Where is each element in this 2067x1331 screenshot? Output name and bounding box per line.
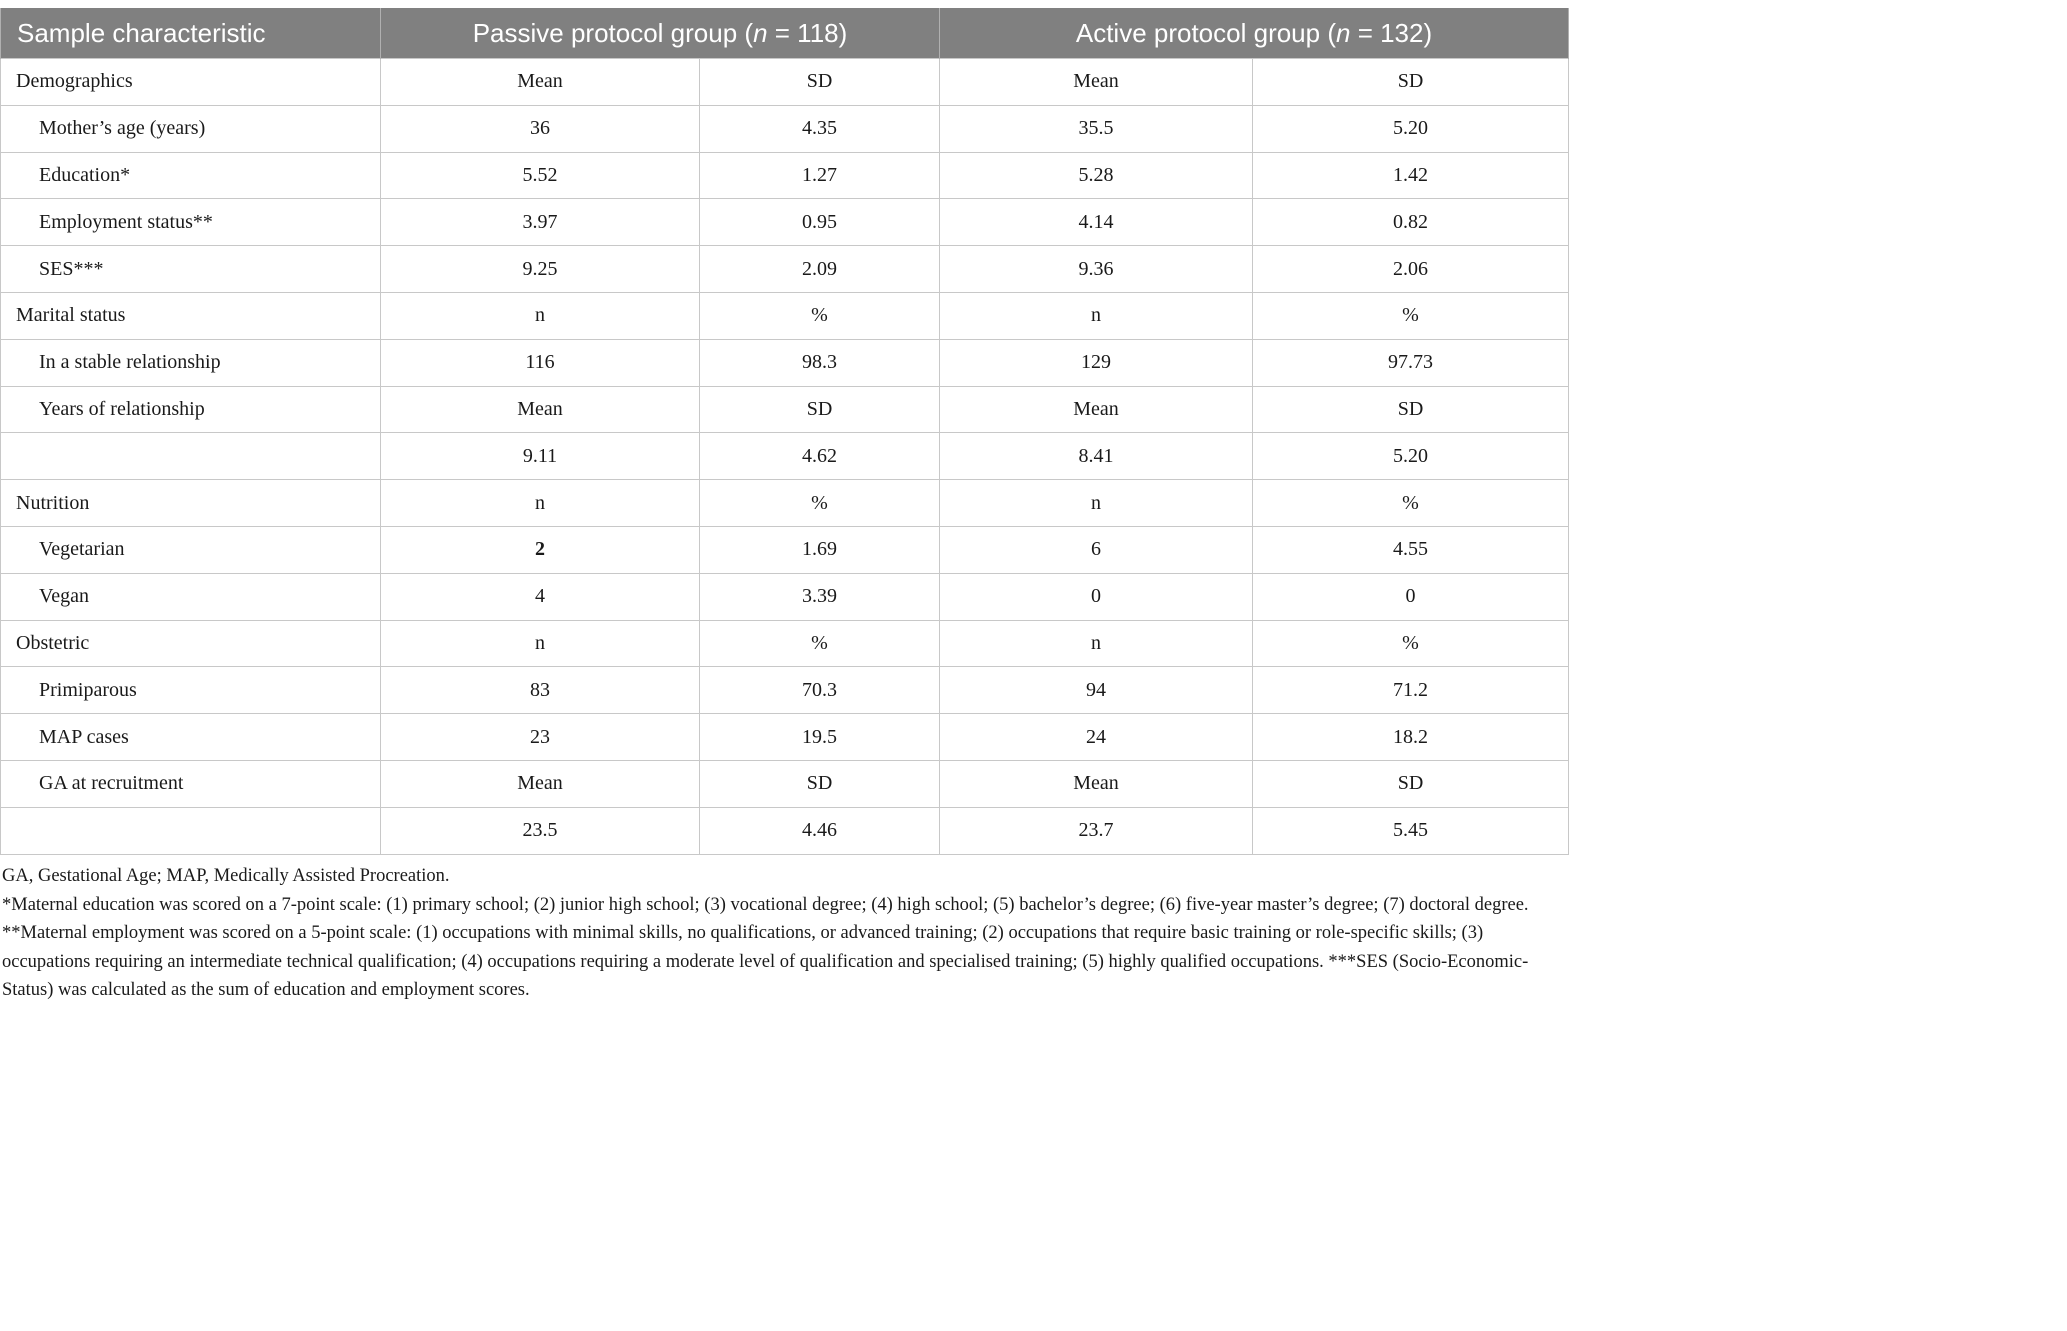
row-label: Vegetarian [1,526,381,573]
header-sample-characteristic: Sample characteristic [1,8,381,59]
table-row [1,760,1569,807]
active-value-2-cell: 2.06 [1253,246,1569,293]
passive-value-2-cell: SD [700,386,940,433]
table-footnotes [2,862,1564,1005]
passive-value-2-cell: 4.46 [700,807,940,854]
row-label: Demographics [1,59,381,106]
table-row [1,620,1569,667]
active-value-2-cell: 5.45 [1253,807,1569,854]
passive-value-1-cell: 23.5 [381,807,700,854]
row-label: Marital status [1,292,381,339]
table-row [1,526,1569,573]
header-row [1,8,1569,59]
active-value-2-cell: 5.20 [1253,105,1569,152]
table-body [1,59,1569,855]
passive-value-1-cell: 83 [381,667,700,714]
table-row [1,480,1569,527]
passive-value-2-cell: % [700,292,940,339]
table-row [1,59,1569,106]
row-label: Employment status** [1,199,381,246]
header-active-protocol-group [940,8,1569,59]
row-label [1,433,381,480]
active-value-2-cell: 97.73 [1253,339,1569,386]
passive-value-2-cell: 19.5 [700,714,940,761]
header-passive-prefix: Passive protocol group ( [472,17,754,48]
passive-value-2-cell: 1.69 [700,526,940,573]
passive-value-1-cell: n [381,480,700,527]
active-value-2-cell: 1.42 [1253,152,1569,199]
row-label: MAP cases [1,714,381,761]
row-label: Education* [1,152,381,199]
row-label: Nutrition [1,480,381,527]
table-row [1,573,1569,620]
passive-value-1-cell: Mean [381,760,700,807]
passive-value-2-cell: SD [700,760,940,807]
table-row [1,292,1569,339]
header-passive-protocol-group [381,8,940,59]
table-row [1,433,1569,480]
table-row [1,339,1569,386]
table-row [1,199,1569,246]
passive-value-2-cell: 1.27 [700,152,940,199]
row-label: Obstetric [1,620,381,667]
active-value-1-cell: 8.41 [940,433,1253,480]
active-value-2-cell: SD [1253,386,1569,433]
active-value-1-cell: Mean [940,760,1253,807]
active-value-1-cell: 6 [940,526,1253,573]
passive-value-2-cell: 4.62 [700,433,940,480]
passive-value-1-cell: 5.52 [381,152,700,199]
footnote-scales: *Maternal education was scored on a 7-point scale: (1) primary school; (2) junior high school; (3) vocational degree; (4) high school; (5) bachelor’s degree; (6) five-year master’s degree; (7) doctoral degree. **Maternal employment was scored on a 5-point scale: (1) occupations with minimal skills, no qualifications, or advanced training; (2) occupations that require basic training or role-specific skills; (3) occupations requiring an intermediate technical qualification; (4) occupations requiring a moderate level of qualification and specialised training; (5) highly qualified occupations. ***SES (Socio-Economic-Status) was calculated as the sum of education and employment scores. [2,894,1529,1001]
active-value-1-cell: n [940,620,1253,667]
active-value-2-cell: 71.2 [1253,667,1569,714]
table-row [1,714,1569,761]
header-passive-n-value: = 118) [767,17,848,48]
active-value-1-cell: 5.28 [940,152,1253,199]
table-row [1,807,1569,854]
active-value-2-cell: % [1253,620,1569,667]
passive-value-1-cell: 9.25 [381,246,700,293]
passive-value-2-cell: % [700,480,940,527]
row-label: Vegan [1,573,381,620]
active-value-1-cell: n [940,480,1253,527]
passive-value-1-cell: Mean [381,59,700,106]
table-row [1,246,1569,293]
passive-value-1-cell: Mean [381,386,700,433]
sample-characteristics-table [0,8,1569,855]
active-value-2-cell: 5.20 [1253,433,1569,480]
passive-value-2-cell: % [700,620,940,667]
table-row [1,152,1569,199]
passive-value-2-cell: SD [700,59,940,106]
passive-value-2-cell: 3.39 [700,573,940,620]
passive-value-1-cell: n [381,620,700,667]
row-label [1,807,381,854]
passive-value-1-cell: 4 [381,573,700,620]
passive-value-1-cell: 9.11 [381,433,700,480]
active-value-2-cell: % [1253,480,1569,527]
active-value-1-cell: Mean [940,386,1253,433]
row-label: Mother’s age (years) [1,105,381,152]
passive-value-1-cell: 3.97 [381,199,700,246]
active-value-1-cell: 23.7 [940,807,1253,854]
header-passive-n-var: n [753,17,768,48]
passive-value-2-cell: 2.09 [700,246,940,293]
passive-value-2-cell: 0.95 [700,199,940,246]
passive-value-1-cell: 23 [381,714,700,761]
passive-value-2-cell: 70.3 [700,667,940,714]
row-label: Primiparous [1,667,381,714]
active-value-2-cell: 4.55 [1253,526,1569,573]
row-label: In a stable relationship [1,339,381,386]
bold-value: 2 [535,538,545,561]
row-label: GA at recruitment [1,760,381,807]
active-value-2-cell: SD [1253,760,1569,807]
active-value-2-cell: SD [1253,59,1569,106]
passive-value-2-cell: 4.35 [700,105,940,152]
passive-value-1-cell: 116 [381,339,700,386]
active-value-2-cell: % [1253,292,1569,339]
active-value-1-cell: 129 [940,339,1253,386]
row-label: SES*** [1,246,381,293]
passive-value-1-cell: 36 [381,105,700,152]
passive-value-2-cell: 98.3 [700,339,940,386]
passive-value-1-cell: n [381,292,700,339]
header-active-n-value: = 132) [1350,17,1433,48]
table-header [1,8,1569,59]
header-active-prefix: Active protocol group ( [1075,17,1336,48]
row-label: Years of relationship [1,386,381,433]
passive-value-1-cell [381,526,700,573]
active-value-2-cell: 0 [1253,573,1569,620]
active-value-1-cell: 0 [940,573,1253,620]
header-active-n-var: n [1336,17,1351,48]
active-value-1-cell: 35.5 [940,105,1253,152]
active-value-1-cell: 94 [940,667,1253,714]
active-value-1-cell: 4.14 [940,199,1253,246]
active-value-1-cell: Mean [940,59,1253,106]
active-value-1-cell: 24 [940,714,1253,761]
active-value-1-cell: 9.36 [940,246,1253,293]
active-value-2-cell: 18.2 [1253,714,1569,761]
table-row [1,105,1569,152]
table-row [1,386,1569,433]
footnote-abbreviations: GA, Gestational Age; MAP, Medically Assisted Procreation. [2,866,450,886]
active-value-1-cell: n [940,292,1253,339]
table-row [1,667,1569,714]
active-value-2-cell: 0.82 [1253,199,1569,246]
